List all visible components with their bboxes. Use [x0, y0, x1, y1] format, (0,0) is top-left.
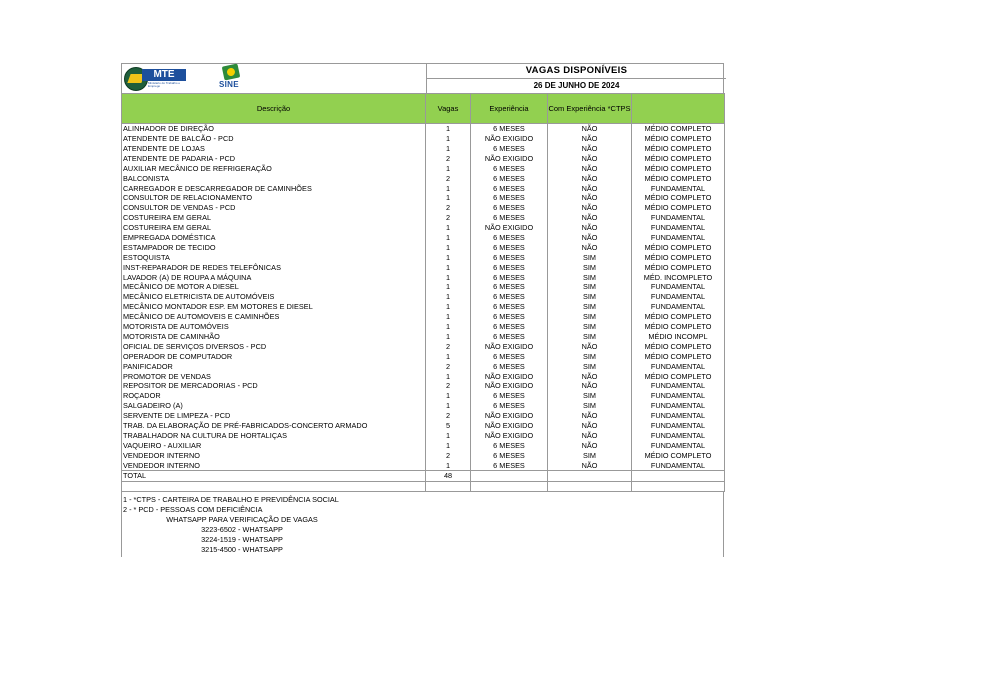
- job-title-cell: ATENDENTE DE BALCÃO - PCD: [122, 134, 426, 144]
- experiencia-cell: NÃO EXIGIDO: [471, 154, 548, 164]
- table-row: [122, 282, 725, 292]
- table-row: [122, 361, 725, 371]
- vagas-cell: 1: [426, 272, 471, 282]
- mte-logo: [124, 67, 188, 90]
- table-row: [122, 302, 725, 312]
- escolaridade-cell: MÉDIO INCOMPL: [632, 332, 725, 342]
- ctps-cell: NÃO: [548, 124, 632, 134]
- table-row: [122, 322, 725, 332]
- experiencia-cell: NÃO EXIGIDO: [471, 134, 548, 144]
- escolaridade-cell: MÉDIO COMPLETO: [632, 164, 725, 174]
- escolaridade-cell: MÉDIO COMPLETO: [632, 144, 725, 154]
- experiencia-cell: 6 MESES: [471, 173, 548, 183]
- blank-cell: [122, 482, 426, 492]
- table-row: [122, 253, 725, 263]
- experiencia-cell: NÃO EXIGIDO: [471, 421, 548, 431]
- job-title-cell: ATENDENTE DE LOJAS: [122, 144, 426, 154]
- escolaridade-cell: MÉDIO COMPLETO: [632, 134, 725, 144]
- table-row: [122, 183, 725, 193]
- escolaridade-cell: MÉDIO COMPLETO: [632, 312, 725, 322]
- table-row: [122, 391, 725, 401]
- escolaridade-cell: MÉDIO COMPLETO: [632, 193, 725, 203]
- job-title-cell: ATENDENTE DE PADARIA - PCD: [122, 154, 426, 164]
- escolaridade-cell: FUNDAMENTAL: [632, 292, 725, 302]
- job-title-cell: PROMOTOR DE VENDAS: [122, 371, 426, 381]
- footnotes: [121, 492, 724, 557]
- escolaridade-cell: MÉDIO COMPLETO: [632, 322, 725, 332]
- table-header-row: [122, 94, 725, 124]
- ctps-cell: SIM: [548, 401, 632, 411]
- table-row: [122, 124, 725, 134]
- job-title-cell: MOTORISTA DE AUTOMÓVEIS: [122, 322, 426, 332]
- table-row: [122, 381, 725, 391]
- table-row: [122, 460, 725, 470]
- vagas-cell: 1: [426, 460, 471, 470]
- experiencia-cell: 6 MESES: [471, 322, 548, 332]
- escolaridade-cell: FUNDAMENTAL: [632, 401, 725, 411]
- job-title-cell: TRAB. DA ELABORAÇÃO DE PRÉ-FABRICADOS-CONCERTO ARMADO: [122, 421, 426, 431]
- sine-logo: [219, 65, 245, 92]
- vacancies-table: [121, 93, 725, 492]
- ctps-cell: NÃO: [548, 164, 632, 174]
- experiencia-cell: 6 MESES: [471, 164, 548, 174]
- experiencia-cell: 6 MESES: [471, 391, 548, 401]
- job-title-cell: COSTUREIRA EM GERAL: [122, 213, 426, 223]
- experiencia-cell: NÃO EXIGIDO: [471, 371, 548, 381]
- table-row: [122, 164, 725, 174]
- vagas-cell: 1: [426, 144, 471, 154]
- job-title-cell: EMPREGADA DOMÉSTICA: [122, 233, 426, 243]
- table-row: [122, 243, 725, 253]
- mte-logo-text: MTE: [142, 69, 186, 81]
- escolaridade-cell: FUNDAMENTAL: [632, 411, 725, 421]
- job-title-cell: PANIFICADOR: [122, 361, 426, 371]
- escolaridade-cell: FUNDAMENTAL: [632, 183, 725, 193]
- experiencia-cell: 6 MESES: [471, 253, 548, 263]
- vagas-cell: 1: [426, 322, 471, 332]
- table-row: [122, 134, 725, 144]
- blank-cell: [632, 482, 725, 492]
- escolaridade-cell: FUNDAMENTAL: [632, 233, 725, 243]
- footnote-pcd: 2 - * PCD - PESSOAS COM DEFICIÊNCIA: [123, 505, 263, 515]
- total-empty-cell: [548, 471, 632, 482]
- ctps-cell: SIM: [548, 312, 632, 322]
- table-row: [122, 233, 725, 243]
- experiencia-cell: NÃO EXIGIDO: [471, 381, 548, 391]
- escolaridade-cell: MÉDIO COMPLETO: [632, 243, 725, 253]
- job-title-cell: SERVENTE DE LIMPEZA - PCD: [122, 411, 426, 421]
- whatsapp-number: 3223-6502 - WHATSAPP: [201, 525, 283, 535]
- blank-cell: [548, 482, 632, 492]
- whatsapp-heading: WHATSAPP PARA VERIFICAÇÃO DE VAGAS: [166, 515, 318, 525]
- vagas-cell: 5: [426, 421, 471, 431]
- ctps-cell: NÃO: [548, 411, 632, 421]
- page-date: 26 DE JUNHO DE 2024: [533, 81, 620, 90]
- escolaridade-cell: FUNDAMENTAL: [632, 460, 725, 470]
- escolaridade-cell: FUNDAMENTAL: [632, 282, 725, 292]
- job-title-cell: COSTUREIRA EM GERAL: [122, 223, 426, 233]
- ctps-cell: SIM: [548, 391, 632, 401]
- escolaridade-cell: FUNDAMENTAL: [632, 223, 725, 233]
- vagas-cell: 1: [426, 282, 471, 292]
- table-row: [122, 450, 725, 460]
- ctps-cell: NÃO: [548, 154, 632, 164]
- experiencia-cell: NÃO EXIGIDO: [471, 342, 548, 352]
- ctps-cell: NÃO: [548, 371, 632, 381]
- escolaridade-cell: MÉDIO COMPLETO: [632, 342, 725, 352]
- vagas-cell: 2: [426, 173, 471, 183]
- col-header-ctps: Com Experiência *CTPS: [548, 94, 632, 124]
- title-area: [426, 64, 726, 93]
- whatsapp-number: 3224-1519 - WHATSAPP: [201, 535, 283, 545]
- ctps-cell: NÃO: [548, 431, 632, 441]
- vagas-cell: 2: [426, 203, 471, 213]
- ctps-cell: NÃO: [548, 460, 632, 470]
- ctps-cell: SIM: [548, 332, 632, 342]
- ctps-cell: NÃO: [548, 134, 632, 144]
- vagas-cell: 1: [426, 401, 471, 411]
- table-row: [122, 154, 725, 164]
- experiencia-cell: 6 MESES: [471, 450, 548, 460]
- table-row: [122, 332, 725, 342]
- vagas-cell: 2: [426, 213, 471, 223]
- total-value: 48: [426, 471, 471, 482]
- table-row: [122, 173, 725, 183]
- job-title-cell: MECÂNICO MONTADOR ESP. EM MOTORES E DIESEL: [122, 302, 426, 312]
- job-title-cell: SALGADEIRO (A): [122, 401, 426, 411]
- table-row: [122, 421, 725, 431]
- table-row: [122, 193, 725, 203]
- col-header-vagas: Vagas: [426, 94, 471, 124]
- experiencia-cell: 6 MESES: [471, 213, 548, 223]
- experiencia-cell: NÃO EXIGIDO: [471, 431, 548, 441]
- ctps-cell: NÃO: [548, 441, 632, 451]
- ctps-cell: NÃO: [548, 203, 632, 213]
- ctps-cell: SIM: [548, 272, 632, 282]
- vagas-cell: 1: [426, 253, 471, 263]
- blank-cell: [471, 482, 548, 492]
- ctps-cell: SIM: [548, 282, 632, 292]
- job-title-cell: MOTORISTA DE CAMINHÃO: [122, 332, 426, 342]
- vagas-cell: 1: [426, 193, 471, 203]
- job-title-cell: ROÇADOR: [122, 391, 426, 401]
- ctps-cell: NÃO: [548, 243, 632, 253]
- escolaridade-cell: MÉDIO COMPLETO: [632, 253, 725, 263]
- job-title-cell: LAVADOR (A) DE ROUPA A MÁQUINA: [122, 272, 426, 282]
- job-title-cell: VENDEDOR INTERNO: [122, 450, 426, 460]
- table-row: [122, 342, 725, 352]
- ctps-cell: NÃO: [548, 223, 632, 233]
- vagas-cell: 1: [426, 312, 471, 322]
- job-title-cell: MECÂNICO DE AUTOMOVEIS E CAMINHÕES: [122, 312, 426, 322]
- col-header-experiencia: Experiência: [471, 94, 548, 124]
- ctps-cell: NÃO: [548, 421, 632, 431]
- ctps-cell: NÃO: [548, 193, 632, 203]
- table-row: [122, 431, 725, 441]
- experiencia-cell: 6 MESES: [471, 272, 548, 282]
- ctps-cell: NÃO: [548, 342, 632, 352]
- vagas-cell: 1: [426, 164, 471, 174]
- escolaridade-cell: FUNDAMENTAL: [632, 431, 725, 441]
- vagas-cell: 2: [426, 381, 471, 391]
- vagas-cell: 1: [426, 292, 471, 302]
- job-title-cell: ALINHADOR DE DIREÇÃO: [122, 124, 426, 134]
- experiencia-cell: NÃO EXIGIDO: [471, 223, 548, 233]
- escolaridade-cell: MÉDIO COMPLETO: [632, 262, 725, 272]
- table-row: [122, 292, 725, 302]
- table-row: [122, 411, 725, 421]
- table-row: [122, 144, 725, 154]
- footnote-ctps: 1 - *CTPS - CARTEIRA DE TRABALHO E PREVIDÊNCIA SOCIAL: [123, 495, 339, 505]
- table-row: [122, 213, 725, 223]
- job-title-cell: ESTOQUISTA: [122, 253, 426, 263]
- escolaridade-cell: MÉDIO COMPLETO: [632, 450, 725, 460]
- vagas-cell: 1: [426, 431, 471, 441]
- ctps-cell: SIM: [548, 322, 632, 332]
- vagas-cell: 1: [426, 134, 471, 144]
- table-row: [122, 441, 725, 451]
- job-title-cell: CONSULTOR DE RELACIONAMENTO: [122, 193, 426, 203]
- ctps-cell: SIM: [548, 262, 632, 272]
- ctps-cell: NÃO: [548, 381, 632, 391]
- experiencia-cell: 6 MESES: [471, 401, 548, 411]
- total-empty-cell: [632, 471, 725, 482]
- vagas-cell: 2: [426, 411, 471, 421]
- job-title-cell: CARREGADOR E DESCARREGADOR DE CAMINHÕES: [122, 183, 426, 193]
- col-header-escolaridade: [632, 94, 725, 124]
- ctps-cell: NÃO: [548, 144, 632, 154]
- job-title-cell: OPERADOR DE COMPUTADOR: [122, 351, 426, 361]
- job-title-cell: REPOSITOR DE MERCADORIAS - PCD: [122, 381, 426, 391]
- experiencia-cell: NÃO EXIGIDO: [471, 411, 548, 421]
- ctps-cell: NÃO: [548, 173, 632, 183]
- experiencia-cell: 6 MESES: [471, 233, 548, 243]
- escolaridade-cell: MÉDIO COMPLETO: [632, 124, 725, 134]
- vagas-cell: 1: [426, 391, 471, 401]
- vagas-cell: 1: [426, 351, 471, 361]
- blank-cell: [426, 482, 471, 492]
- ctps-cell: NÃO: [548, 233, 632, 243]
- vagas-cell: 1: [426, 441, 471, 451]
- experiencia-cell: 6 MESES: [471, 302, 548, 312]
- experiencia-cell: 6 MESES: [471, 124, 548, 134]
- escolaridade-cell: FUNDAMENTAL: [632, 302, 725, 312]
- experiencia-cell: 6 MESES: [471, 183, 548, 193]
- experiencia-cell: 6 MESES: [471, 203, 548, 213]
- total-label: TOTAL: [122, 471, 426, 482]
- escolaridade-cell: MÉD. INCOMPLETO: [632, 272, 725, 282]
- escolaridade-cell: FUNDAMENTAL: [632, 441, 725, 451]
- table-body: [122, 124, 725, 471]
- vagas-cell: 1: [426, 262, 471, 272]
- table-row: [122, 262, 725, 272]
- ctps-cell: NÃO: [548, 213, 632, 223]
- table-row: [122, 401, 725, 411]
- job-title-cell: CONSULTOR DE VENDAS - PCD: [122, 203, 426, 213]
- vagas-cell: 1: [426, 332, 471, 342]
- blank-row: [122, 482, 725, 492]
- experiencia-cell: 6 MESES: [471, 193, 548, 203]
- job-title-cell: INST-REPARADOR DE REDES TELEFÔNICAS: [122, 262, 426, 272]
- vagas-cell: 2: [426, 342, 471, 352]
- sheet-header: [121, 63, 724, 93]
- ctps-cell: SIM: [548, 351, 632, 361]
- vagas-cell: 1: [426, 233, 471, 243]
- job-title-cell: ESTAMPADOR DE TECIDO: [122, 243, 426, 253]
- table-row: [122, 351, 725, 361]
- vagas-cell: 2: [426, 450, 471, 460]
- ctps-cell: SIM: [548, 292, 632, 302]
- experiencia-cell: 6 MESES: [471, 351, 548, 361]
- escolaridade-cell: FUNDAMENTAL: [632, 213, 725, 223]
- experiencia-cell: 6 MESES: [471, 144, 548, 154]
- job-title-cell: BALCONISTA: [122, 173, 426, 183]
- experiencia-cell: 6 MESES: [471, 460, 548, 470]
- experiencia-cell: 6 MESES: [471, 262, 548, 272]
- job-title-cell: TRABALHADOR NA CULTURA DE HORTALIÇAS: [122, 431, 426, 441]
- whatsapp-number: 3215-4500 - WHATSAPP: [201, 545, 283, 555]
- job-title-cell: VENDEDOR INTERNO: [122, 460, 426, 470]
- ctps-cell: SIM: [548, 450, 632, 460]
- ctps-cell: SIM: [548, 361, 632, 371]
- job-title-cell: MECÂNICO ELETRICISTA DE AUTOMÓVEIS: [122, 292, 426, 302]
- experiencia-cell: 6 MESES: [471, 282, 548, 292]
- vagas-cell: 2: [426, 361, 471, 371]
- vagas-cell: 1: [426, 223, 471, 233]
- escolaridade-cell: MÉDIO COMPLETO: [632, 203, 725, 213]
- escolaridade-cell: MÉDIO COMPLETO: [632, 173, 725, 183]
- table-row: [122, 203, 725, 213]
- mte-logo-subtitle: Ministério do Trabalho e Emprego: [148, 81, 181, 88]
- ctps-cell: SIM: [548, 302, 632, 312]
- experiencia-cell: 6 MESES: [471, 361, 548, 371]
- table-row: [122, 371, 725, 381]
- total-empty-cell: [471, 471, 548, 482]
- page-title: VAGAS DISPONÍVEIS: [427, 64, 726, 79]
- experiencia-cell: 6 MESES: [471, 332, 548, 342]
- escolaridade-cell: FUNDAMENTAL: [632, 421, 725, 431]
- job-listing-sheet: [121, 63, 724, 557]
- sine-emblem-icon: [222, 63, 241, 80]
- ctps-cell: SIM: [548, 253, 632, 263]
- table-row: [122, 312, 725, 322]
- ctps-cell: NÃO: [548, 183, 632, 193]
- escolaridade-cell: MÉDIO COMPLETO: [632, 351, 725, 361]
- experiencia-cell: 6 MESES: [471, 312, 548, 322]
- experiencia-cell: 6 MESES: [471, 441, 548, 451]
- escolaridade-cell: MÉDIO COMPLETO: [632, 371, 725, 381]
- job-title-cell: VAQUEIRO - AUXILIAR: [122, 441, 426, 451]
- col-header-descricao: Descrição: [122, 94, 426, 124]
- vagas-cell: 1: [426, 371, 471, 381]
- job-title-cell: AUXILIAR MECÂNICO DE REFRIGERAÇÃO: [122, 164, 426, 174]
- vagas-cell: 2: [426, 154, 471, 164]
- escolaridade-cell: MÉDIO COMPLETO: [632, 154, 725, 164]
- escolaridade-cell: FUNDAMENTAL: [632, 391, 725, 401]
- experiencia-cell: 6 MESES: [471, 292, 548, 302]
- escolaridade-cell: FUNDAMENTAL: [632, 381, 725, 391]
- job-title-cell: MECÂNICO DE MOTOR A DIESEL: [122, 282, 426, 292]
- sine-logo-text: SINE: [219, 80, 239, 89]
- job-title-cell: OFICIAL DE SERVIÇOS DIVERSOS - PCD: [122, 342, 426, 352]
- logo-area: [122, 64, 426, 93]
- escolaridade-cell: FUNDAMENTAL: [632, 361, 725, 371]
- total-row: [122, 471, 725, 482]
- experiencia-cell: 6 MESES: [471, 243, 548, 253]
- vagas-cell: 1: [426, 243, 471, 253]
- table-row: [122, 223, 725, 233]
- vagas-cell: 1: [426, 183, 471, 193]
- table-row: [122, 272, 725, 282]
- vagas-cell: 1: [426, 124, 471, 134]
- vagas-cell: 1: [426, 302, 471, 312]
